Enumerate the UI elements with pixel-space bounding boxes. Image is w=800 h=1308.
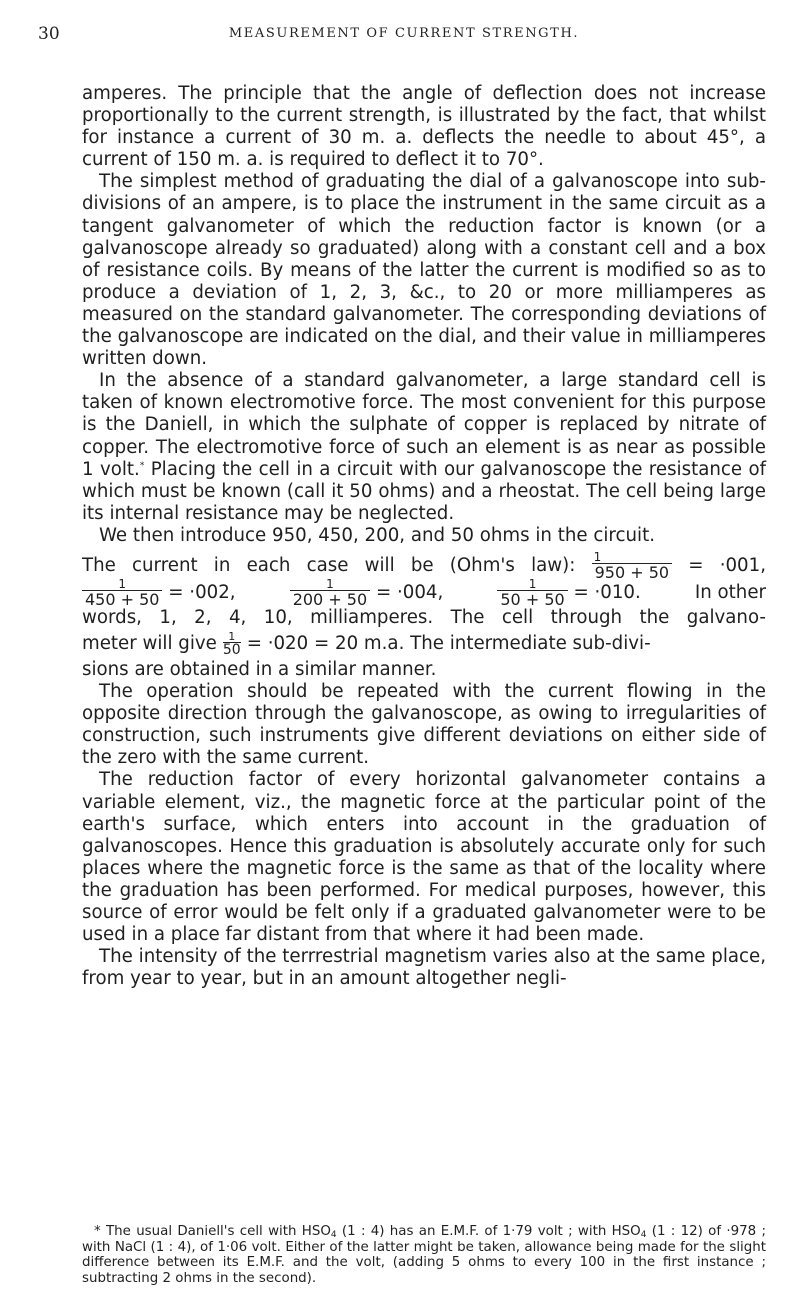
equation-term-450 <box>82 578 236 608</box>
equation-result-2: = ·002, <box>168 581 236 603</box>
footnote-reference: * <box>139 460 145 471</box>
fraction-numerator: 1 <box>228 629 236 643</box>
equation-result-3: = ·004, <box>375 581 444 603</box>
equation-term-200 <box>290 578 444 608</box>
footnote-mark: * <box>94 1224 101 1239</box>
equation-result-4: = ·010. <box>573 581 641 603</box>
fraction-950 <box>592 551 672 581</box>
paragraph-standard-cell <box>82 370 766 525</box>
fraction-denominator: 50 <box>222 641 241 658</box>
paragraph-graduating-method: The simplest method of graduating the dial of a galvanoscope into sub-divisions of an ampere, is to place the instrument in the same circuit as a tangent galvanometer of which the reduction factor is known (or a galvanoscope already so graduated) along with a constant cell and a box of resistance coils. By means of the latter the current is modified so as to produce a deviation of 1, 2, 3, &c., to 20 or more milliamperes as measured on the standard galvanometer. The corresponding deviations of the galvanoscope are indicated on the dial, and their value in milliamperes written down. <box>82 171 766 370</box>
fraction-numerator: 1 <box>528 576 537 591</box>
body-text <box>82 83 766 990</box>
paragraph-subdivisions: sions are obtained in a similar manner. <box>82 658 437 680</box>
fraction-denominator: 950 + 50 <box>592 563 672 581</box>
paragraph-continuation: amperes. The principle that the angle of deflection does not increase proportionally to the current strength, is illustrated by the fact, that whilst for instance a current of 30 m. a. deflects the needle to about 45°, a current of 150 m. a. is required to deflect it to 70°. <box>82 83 766 171</box>
equation-line-3: words, 1, 2, 4, 10, milliamperes. The cell through the galvano- <box>82 606 766 628</box>
equation-line-1 <box>82 549 766 582</box>
fraction-numerator: 1 <box>118 576 127 591</box>
paragraph-resistances: We then introduce 950, 450, 200, and 50 ohms in the circuit. <box>99 524 655 546</box>
footnote <box>82 1224 766 1286</box>
fraction-50 <box>497 578 567 608</box>
fraction-denominator: 200 + 50 <box>290 590 370 608</box>
equation-line-4-end: = ·020 = 20 m.a. The intermediate sub-divi- <box>246 632 651 654</box>
equation-intro: The current in each case will be (Ohm's law): <box>82 554 576 576</box>
equation-line-2 <box>82 576 766 609</box>
footnote-text <box>82 1224 766 1286</box>
fraction-denominator: 450 + 50 <box>82 590 162 608</box>
footnote-part-3: (1 : 12) of ·978 ; with NaCl (1 : 4), of 1·06 volt. Either of the latter might be taken, allowance being made for the slight difference between its E.M.F. and the volt, (adding 5 ohms to every 100 in the first instance ; subtracting 2 ohms in the second). <box>82 1224 766 1286</box>
running-title: MEASUREMENT OF CURRENT STRENGTH. <box>228 26 580 41</box>
equation-result-1: = ·001, <box>688 554 766 576</box>
footnote-part-2: (1 : 4) has an E.M.F. of 1·79 volt ; with HSO <box>336 1224 641 1239</box>
equation-tail: In other <box>694 581 766 603</box>
paragraph-reduction-factor: The reduction factor of every horizontal galvanometer contains a variable element, viz., the magnetic force at the particular point of the earth's surface, which enters into account in the graduation of galvanoscopes. Hence this graduation is absolutely accurate only for such places where the magnetic force is the same as that of the locality where the graduation has been performed. For medical purposes, however, this source of error would be felt only if a graduated galvanometer were to be used in a place far distant from that where it had been made. <box>82 769 766 946</box>
fraction-200 <box>290 578 370 608</box>
fraction-450 <box>82 578 162 608</box>
footnote-subscript-2: 4 <box>640 1230 647 1240</box>
page-number: 30 <box>38 24 60 44</box>
paragraph-terrestrial-magnetism: The intensity of the terrrestrial magnetism varies also at the same place, from year to year, but in an amount altogether negli- <box>82 946 766 990</box>
paragraph-standard-cell-text-b: Placing the cell in a circuit with our galvanoscope the resistance of which must be known (call it 50 ohms) and a rheostat. The cell being large its internal resistance may be neglected. <box>82 458 766 524</box>
equation-line-4-start: meter will give <box>82 632 217 654</box>
equation-term-50 <box>497 578 640 608</box>
fraction-numerator: 1 <box>326 576 334 591</box>
fraction-numerator: 1 <box>593 549 602 564</box>
fraction-one-over-50 <box>223 631 241 657</box>
page-header <box>38 24 770 44</box>
paragraph-opposite-direction: The operation should be repeated with the current flowing in the opposite direction through the galvanoscope, as owing to irregularities of construction, such instruments give different deviations on either side of the zero with the same current. <box>82 681 766 769</box>
footnote-part-1: The usual Daniell's cell with HSO <box>100 1224 331 1239</box>
paragraph-standard-cell-text: In the absence of a standard galvanometer, a large standard cell is taken of known electromotive force. The most convenient for this purpose is the Daniell, in which the sulphate of copper is replaced by nitrate of copper. The electromotive force of such an element is as near as possible 1 volt. <box>82 370 766 480</box>
footnote-subscript-1: 4 <box>330 1230 337 1240</box>
equation-line-4 <box>82 629 766 659</box>
fraction-denominator: 50 + 50 <box>497 590 567 608</box>
